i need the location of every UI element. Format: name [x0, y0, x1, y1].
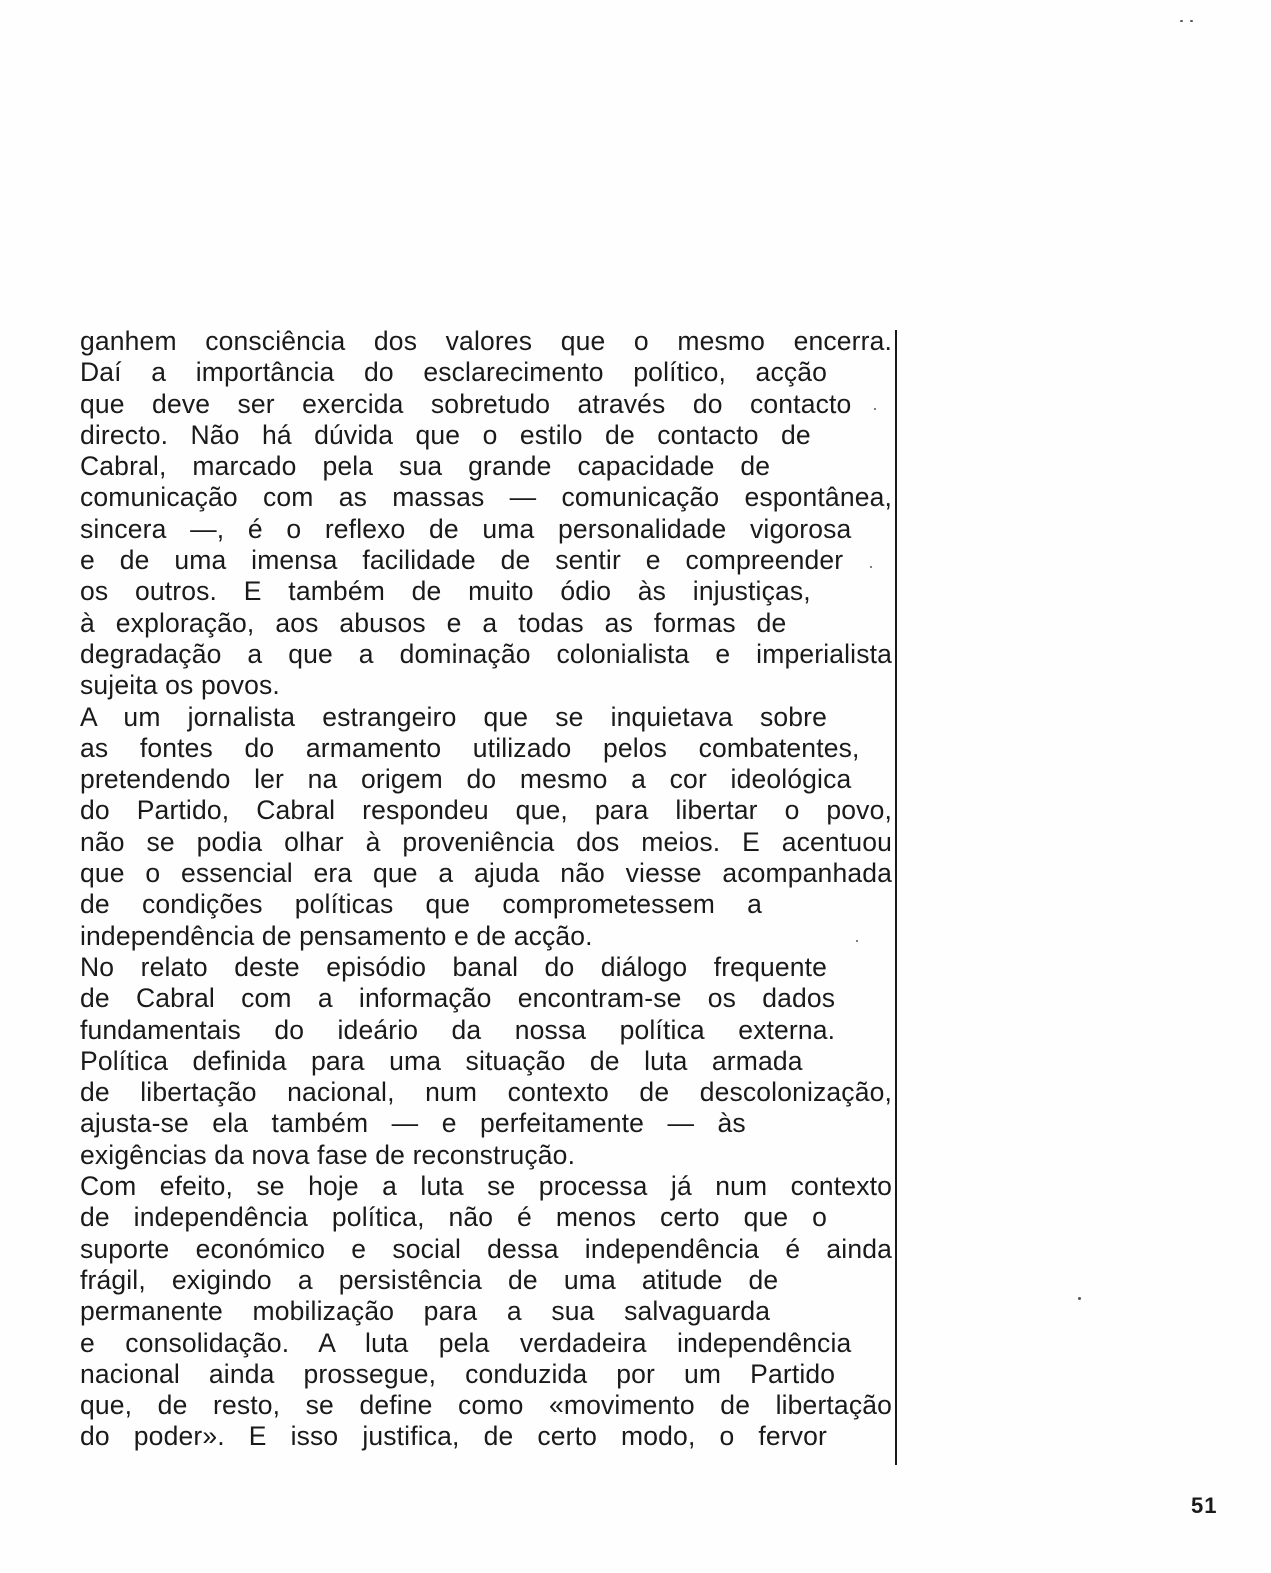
text-line: que deve ser exercida sobretudo através do contacto [80, 388, 852, 419]
text-line: No relato deste episódio banal do diálogo frequente [80, 951, 828, 982]
text-line: degradação a que a dominação colonialista e imperialista [80, 638, 892, 669]
text-line: os outros. E também de muito ódio às injustiças, [80, 576, 811, 607]
text-line: sincera —, é o reflexo de uma personalidade vigorosa [80, 513, 852, 544]
text-line: Daí a importância do esclarecimento político, acção [80, 357, 828, 388]
text-line: de Cabral com a informação encontram-se os dados [80, 983, 836, 1014]
text-line: Com efeito, se hoje a luta se processa já num contexto [80, 1171, 892, 1202]
text-line: do poder». E isso justifica, de certo modo, o fervor [80, 1421, 828, 1452]
text-line: directo. Não há dúvida que o estilo de contacto de [80, 419, 811, 450]
text-line: que o essencial era que a ajuda não viesse acompanhada [80, 858, 892, 889]
text-line: à exploração, aos abusos e a todas as formas de [80, 607, 787, 638]
page-number: 51 [1191, 1493, 1218, 1518]
text-line: de independência política, não é menos certo que o [80, 1202, 828, 1233]
text-line: pretendendo ler na origem do mesmo a cor ideológica [80, 764, 852, 795]
text-line: Política definida para uma situação de luta armada [80, 1045, 803, 1076]
scan-speck [1180, 20, 1183, 22]
text-line: exigências da nova fase de reconstrução. [80, 1139, 576, 1170]
text-line: e de uma imensa facilidade de sentir e compreender [80, 545, 844, 576]
text-line: comunicação com as massas — comunicação espontânea, [80, 482, 892, 513]
text-line: do Partido, Cabral respondeu que, para libertar o povo, [80, 795, 892, 826]
scan-speck [1078, 1297, 1081, 1300]
text-line: fundamentais do ideário da nossa política externa. [80, 1014, 836, 1045]
text-line: de condições políticas que comprometessem a [80, 889, 763, 920]
text-line: ganhem consciência dos valores que o mesmo encerra. [80, 326, 892, 356]
text-line: sujeita os povos. [80, 670, 280, 701]
scan-speck [856, 940, 858, 942]
text-line: as fontes do armamento utilizado pelos combatentes, [80, 732, 860, 763]
text-line: nacional ainda prossegue, conduzida por um Partido [80, 1358, 836, 1389]
text-line: Cabral, marcado pela sua grande capacidade de [80, 451, 771, 482]
text-line: A um jornalista estrangeiro que se inquietava sobre [80, 701, 828, 732]
scan-speck [1190, 20, 1193, 22]
scan-speck [870, 566, 872, 568]
text-line: e consolidação. A luta pela verdadeira independência [80, 1327, 852, 1358]
text-line: permanente mobilização para a sua salvaguarda [80, 1296, 771, 1327]
scan-speck [874, 408, 876, 410]
text-line: independência de pensamento e de acção. [80, 920, 593, 951]
text-line: que, de resto, se define como «movimento de libertação [80, 1390, 892, 1421]
text-line: de libertação nacional, num contexto de descolonização, [80, 1077, 892, 1108]
text-line: suporte económico e social dessa independência é ainda [80, 1233, 892, 1264]
margin-rule [895, 330, 897, 1465]
text-line: frágil, exigindo a persistência de uma atitude de [80, 1264, 779, 1295]
text-line: ajusta-se ela também — e perfeitamente — às [80, 1108, 746, 1139]
body-text [80, 326, 892, 1453]
text-line: não se podia olhar à proveniência dos meios. E acentuou [80, 826, 892, 857]
